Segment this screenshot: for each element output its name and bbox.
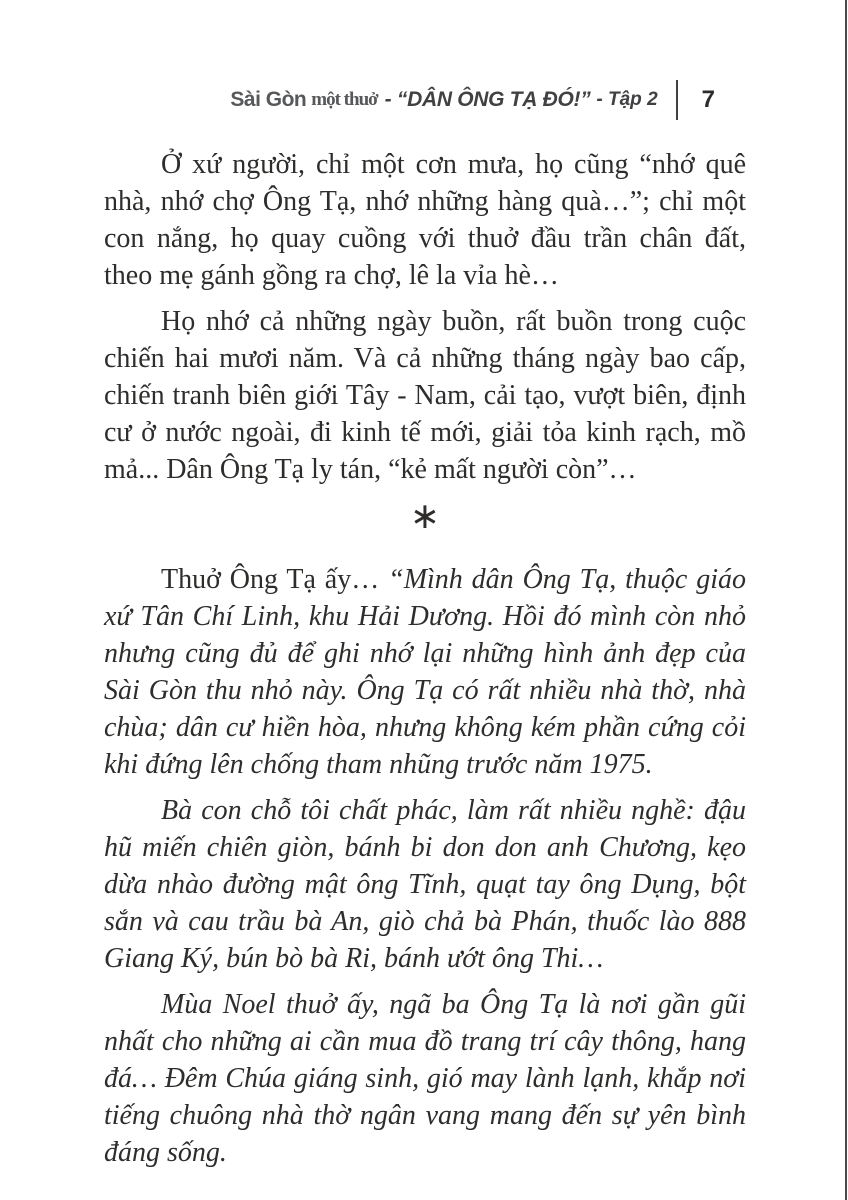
book-title: - “DÂN ÔNG TẠ ĐÓ!” — [384, 88, 591, 111]
paragraph-text: Mùa Noel thuở ấy, ngã ba Ông Tạ là nơi gần gũi nhất cho những ai cần mua đồ trang trí cây thông, hang đá… Đêm Chúa giáng sinh, gió may lành lạnh, khắp nơi tiếng chuông nhà thờ ngân vang mang đến sự yên bình đáng sống. — [104, 989, 746, 1168]
paragraph — [104, 561, 746, 783]
paragraph — [104, 986, 746, 1171]
page-number: 7 — [701, 86, 715, 113]
paragraph — [104, 146, 746, 294]
page-scan-edge — [845, 0, 847, 1200]
series-name: Sài Gòn — [230, 88, 307, 111]
section-break-star: ∗ — [409, 496, 441, 537]
paragraph-text: Họ nhớ cả những ngày buồn, rất buồn trong cuộc chiến hai mươi năm. Và cả những tháng ngày bao cấp, chiến tranh biên giới Tây - Nam, cải tạo, vượt biên, định cư ở nước ngoài, đi kinh tế mới, giải tỏa kinh rạch, mồ mả... Dân Ông Tạ ly tán, “kẻ mất người còn”… — [104, 306, 746, 485]
paragraph — [104, 303, 746, 488]
paragraph-text: Bà con chỗ tôi chất phác, làm rất nhiều nghề: đậu hũ miến chiên giòn, bánh bi don don anh Chương, kẹo dừa nhào đường mật ông Tĩnh, quạt tay ông Dụng, bột sắn và cau trầu bà An, giò chả bà Phán, thuốc lào 888 Giang Ký, bún bò bà Ri, bánh ướt ông Thi… — [104, 795, 746, 974]
paragraph-text: “Mình dân Ông Tạ, thuộc giáo xứ Tân Chí Linh, khu Hải Dương. Hồi đó mình còn nhỏ nhưng cũng đủ để ghi nhớ lại những hình ảnh đẹp của Sài Gòn thu nhỏ này. Ông Tạ có rất nhiều nhà thờ, nhà chùa; dân cư hiền hòa, nhưng không kém phần cứng cỏi khi đứng lên chống tham nhũng trước năm 1975. — [104, 564, 746, 780]
paragraph-text: Ở xứ người, chỉ một cơn mưa, họ cũng “nhớ quê nhà, nhớ chợ Ông Tạ, nhớ những hàng quà…”; chỉ một con nắng, họ quay cuồng với thuở đầu trần chân đất, theo mẹ gánh gồng ra chợ, lê la vỉa hè… — [104, 149, 746, 291]
volume-label: - Tập 2 — [596, 89, 658, 110]
header-divider — [676, 80, 678, 120]
paragraph-lead: Thuở Ông Tạ ấy… — [161, 564, 389, 595]
running-header — [0, 78, 715, 122]
series-suffix: một thuở — [311, 89, 378, 110]
paragraph — [104, 792, 746, 977]
text-column — [104, 146, 746, 1180]
